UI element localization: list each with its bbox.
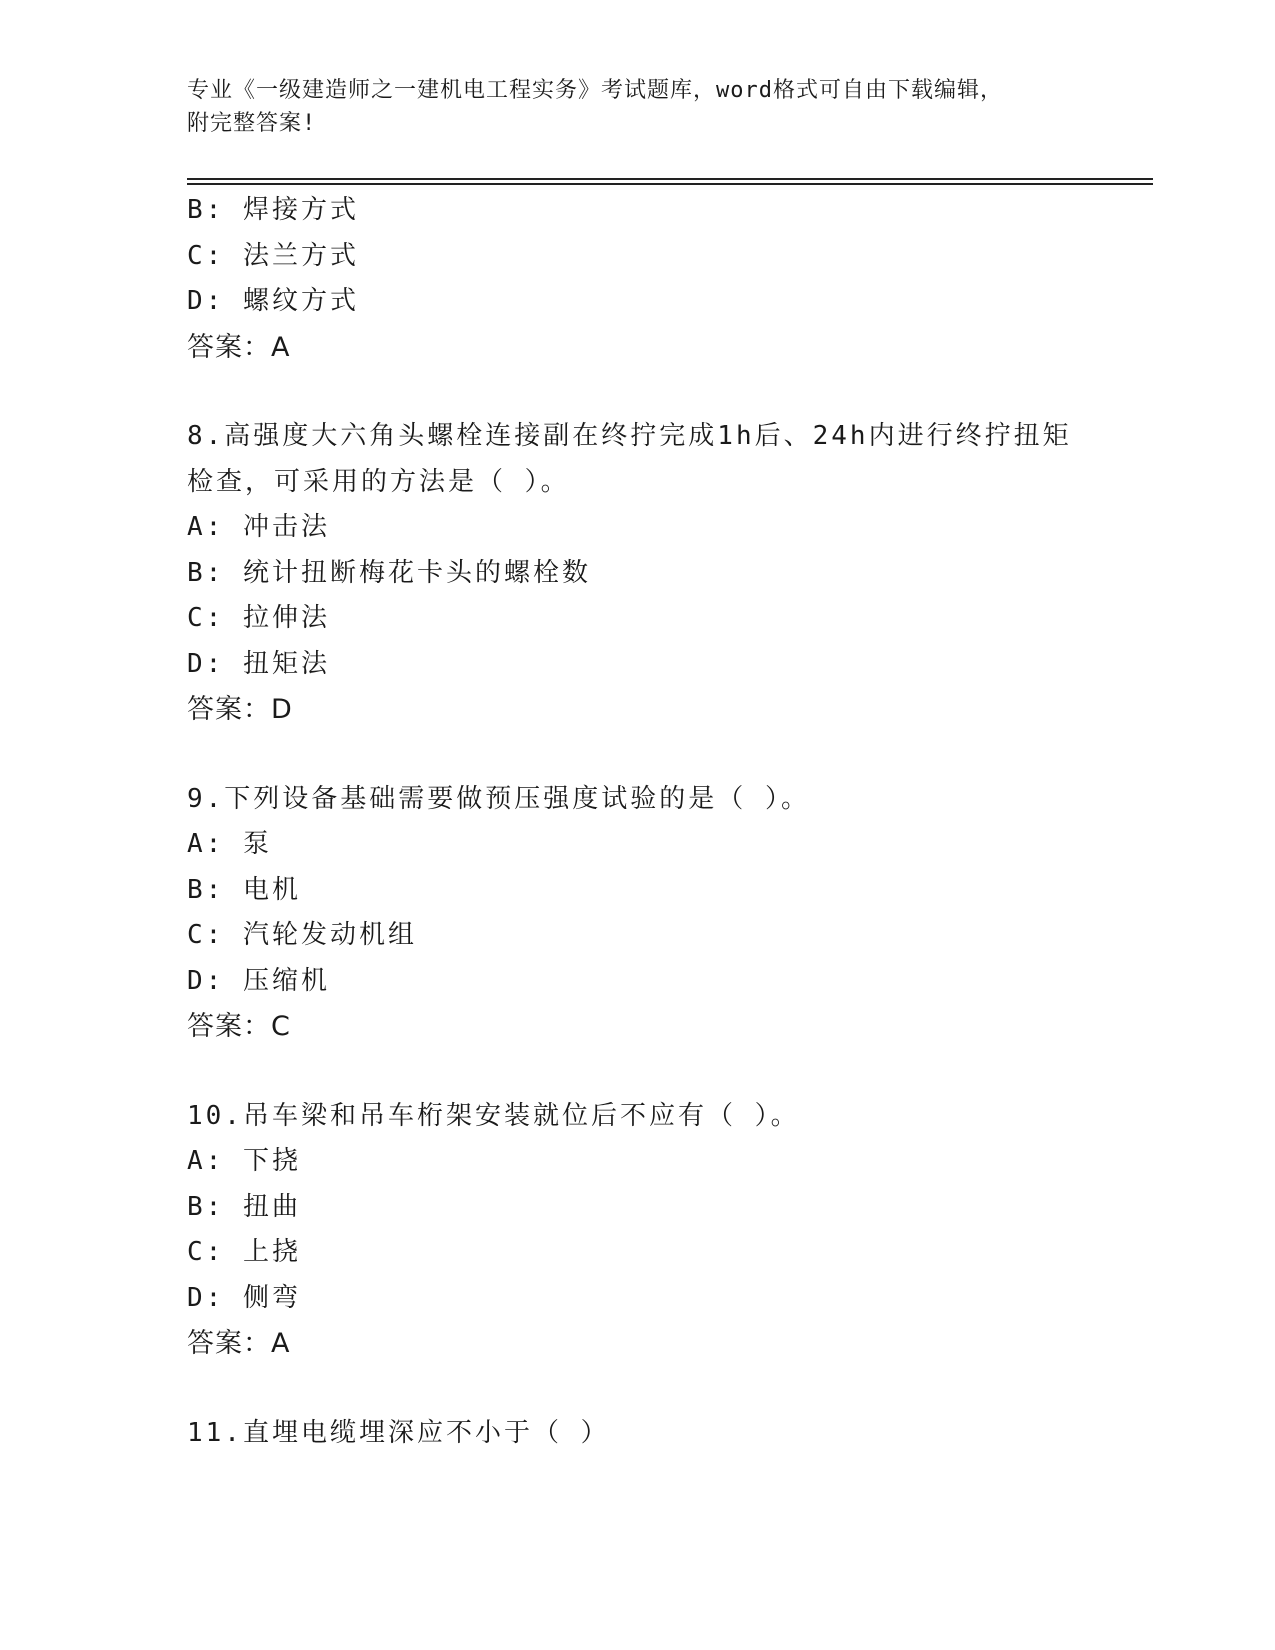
question-stem: 10.吊车梁和吊车桁架安装就位后不应有（ ）。	[187, 1100, 800, 1131]
option-a: A: 下挠	[187, 1146, 301, 1176]
question-stem: 9.下列设备基础需要做预压强度试验的是（ ）。	[187, 783, 810, 814]
question-stem-line-2: 检查，可采用的方法是（ ）。	[187, 466, 570, 497]
answer-line: 答案：A	[187, 331, 291, 363]
option-a: A: 冲击法	[187, 512, 330, 542]
header-divider-bottom	[187, 183, 1153, 185]
document-header	[187, 74, 1087, 140]
question-list	[187, 188, 1087, 1456]
answer-line: 答案：D	[187, 694, 293, 725]
option-b: B: 扭曲	[187, 1191, 301, 1222]
question-stem: 11.直埋电缆埋深应不小于（ ）	[187, 1417, 610, 1448]
question-9	[187, 777, 1087, 1050]
option-b: B: 统计扭断梅花卡头的螺栓数	[187, 557, 591, 588]
option-a: A: 泵	[187, 829, 272, 859]
option-c: C: 汽轮发动机组	[187, 920, 417, 950]
option-d: D: 压缩机	[187, 965, 330, 996]
answer-line: 答案：C	[187, 1011, 291, 1042]
option-d: D: 螺纹方式	[187, 286, 359, 316]
answer-line: 答案：A	[187, 1328, 291, 1359]
question-10	[187, 1094, 1087, 1367]
option-b: B: 焊接方式	[187, 195, 359, 225]
header-line-1: 专业《一级建造师之一建机电工程实务》考试题库，word格式可自由下载编辑，	[187, 78, 1003, 103]
option-c: C: 拉伸法	[187, 603, 330, 633]
question-7-continued	[187, 188, 1087, 370]
option-c: C: 法兰方式	[187, 240, 359, 271]
question-8	[187, 414, 1087, 733]
option-c: C: 上挠	[187, 1237, 301, 1267]
question-11	[187, 1411, 1087, 1457]
header-divider-top	[187, 178, 1153, 180]
option-d: D: 扭矩法	[187, 648, 330, 679]
option-d: D: 侧弯	[187, 1282, 301, 1313]
option-b: B: 电机	[187, 874, 301, 905]
header-line-2: 附完整答案!	[187, 111, 317, 136]
question-stem-line-1: 8.高强度大六角头螺栓连接副在终拧完成1h后、24h内进行终拧扭矩	[187, 421, 1072, 451]
